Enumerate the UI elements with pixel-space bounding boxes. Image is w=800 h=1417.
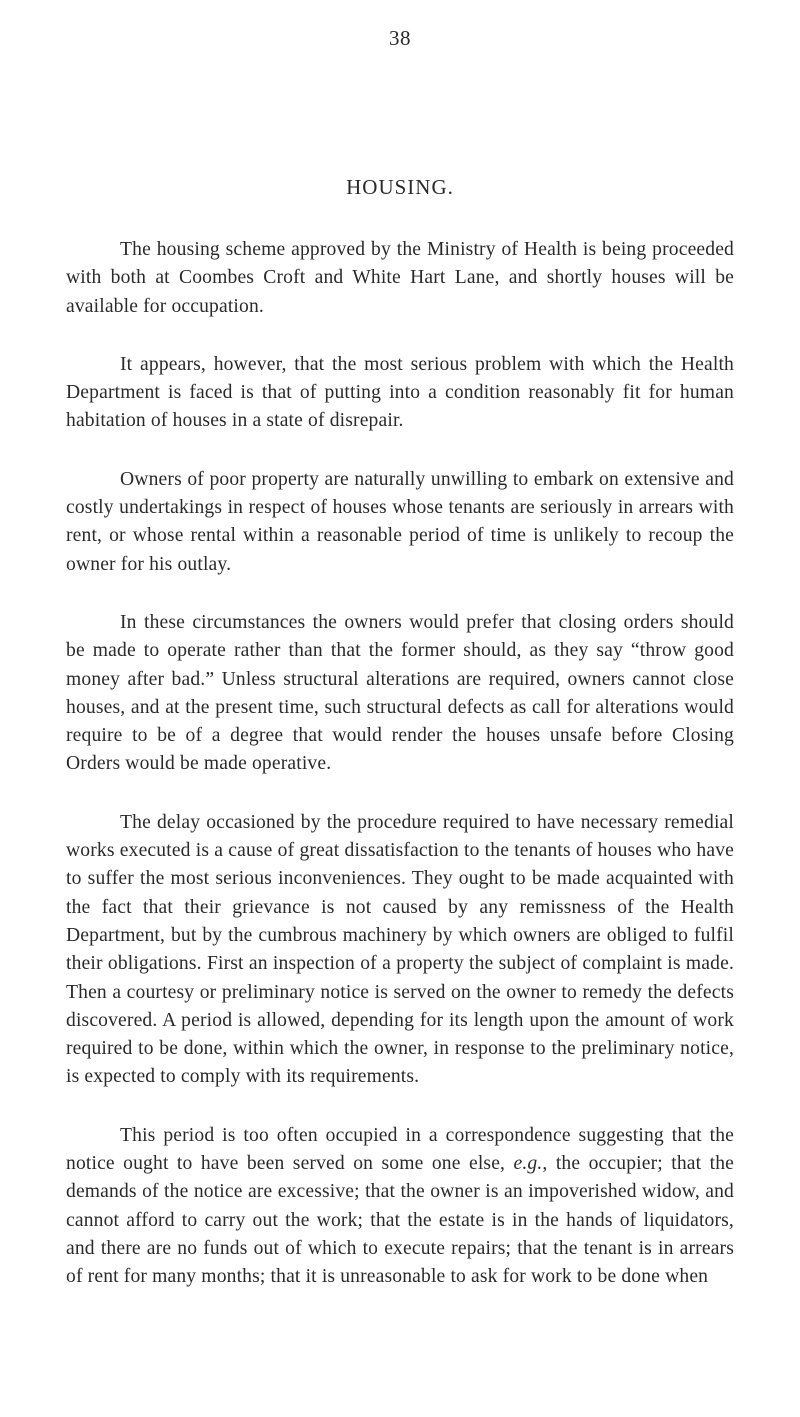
paragraph-text-italic: e.g. bbox=[513, 1153, 543, 1175]
page-number: 38 bbox=[389, 26, 411, 50]
paragraph-text: In these circumstances the owners would prefer that closing orders should be made to operate rather than that the former should, as they say “throw good money after bad.” Unless structural alterations are required, owners cannot close houses, and at the present time, such structural defects as call for alterations would require to be of a degree that would render the houses unsafe before Closing Orders would be made operative. bbox=[66, 611, 734, 775]
paragraph-text: Owners of poor property are naturally unwilling to embark on extensive and costly undertakings in respect of houses whose tenants are seriously in arrears with rent, or whose rental within a reasonable period of time is unlikely to recoup the owner for his outlay. bbox=[66, 468, 734, 575]
paragraph-correspondence bbox=[66, 1122, 734, 1292]
paragraph-text-after: , the occupier; that the demands of the notice are excessive; that the owner is an impoverished widow, and cannot afford to carry out the work; that the estate is in the hands of liquidators, and there are no funds out of which to execute repairs; that the tenant is in arrears of rent for many months; that it is unreasonable to ask for work to be done when bbox=[66, 1153, 734, 1288]
body-text bbox=[66, 236, 734, 1322]
paragraph-text: It appears, however, that the most serious problem with which the Health Department is faced is that of putting into a condition reasonably fit for human habitation of houses in a state of disrepair. bbox=[66, 353, 734, 432]
paragraph-text-before: This period is too often occupied in a correspondence suggesting that the notice ought to have been served on some one else, bbox=[66, 1124, 734, 1175]
paragraph-text: The delay occasioned by the procedure required to have necessary remedial works executed is a cause of great dissatisfaction to the tenants of houses who have to suffer the most serious inconveniences. They ought to be made acquainted with the fact that their grievance is not caused by any remissness of the Health Department, but by the cumbrous machinery by which owners are obliged to fulfil their obligations. First an inspection of a property the subject of complaint is made. Then a courtesy or preliminary notice is served on the owner to remedy the defects discovered. A period is allowed, depending for its length upon the amount of work required to be done, within which the owner, in response to the preliminary notice, is expected to comply with its requirements. bbox=[66, 811, 734, 1088]
paragraph-closing-orders bbox=[66, 609, 734, 779]
paragraph-housing-scheme bbox=[66, 236, 734, 321]
page-heading: HOUSING. bbox=[346, 175, 454, 199]
paragraph-owners-unwilling bbox=[66, 466, 734, 579]
paragraph-serious-problem bbox=[66, 351, 734, 436]
paragraph-delay-procedure bbox=[66, 809, 734, 1092]
paragraph-text: The housing scheme approved by the Ministry of Health is being proceeded with both at Coombes Croft and White Hart Lane, and shortly houses will be available for occupation. bbox=[66, 239, 734, 317]
